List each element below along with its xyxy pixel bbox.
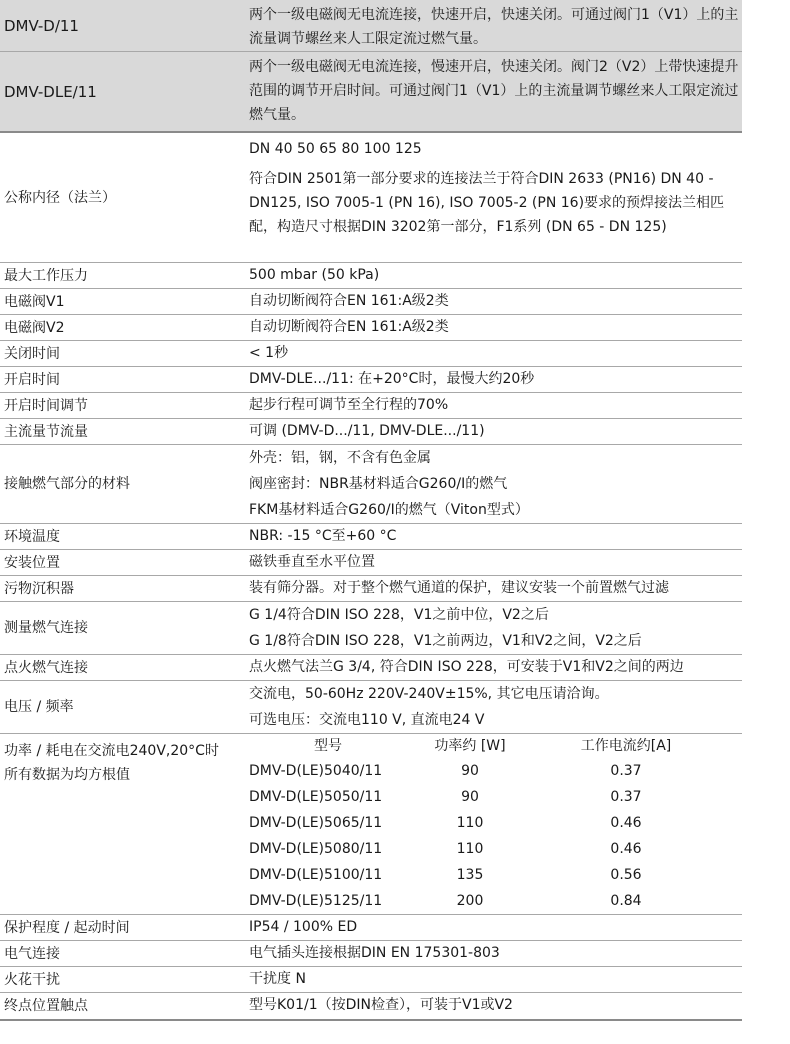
row-close-time — [0, 341, 742, 367]
row-max-pressure — [0, 263, 742, 289]
row-label: 关闭时间 — [4, 345, 60, 362]
row-value-block — [237, 445, 742, 523]
row-voltage-frequency — [0, 681, 742, 734]
column-header-power: 功率约 [W] — [434, 738, 506, 754]
row-label: 点火燃气连接 — [4, 659, 88, 676]
row-solenoid-v2 — [0, 315, 742, 341]
row-value: 电气插头连接根据DIN EN 175301-803 — [249, 945, 500, 961]
row-value: 自动切断阀符合EN 161:A级2类 — [249, 319, 449, 335]
power-cell: 110 — [456, 815, 484, 831]
row-label: 环境温度 — [4, 528, 60, 545]
table-row — [249, 784, 719, 810]
row-dmv-dle — [0, 52, 742, 133]
row-label: 终点位置触点 — [4, 998, 88, 1014]
row-value-block — [237, 133, 742, 262]
row-spark-interference — [0, 967, 742, 993]
column-header-model: 型号 — [314, 738, 342, 754]
row-label: 安装位置 — [4, 554, 60, 571]
row-label: 主流量节流量 — [4, 423, 88, 440]
material-line: 外壳：铝，钢，不含有色金属 — [249, 450, 431, 466]
power-cell: 90 — [461, 789, 479, 805]
row-value: 两个一级电磁阀无电流连接，快速开启，快速关闭。可通过阀门1（V1）上的主流量调节螺丝来人工限定流过燃气量。 — [249, 7, 739, 47]
row-nominal-diameter — [0, 133, 742, 263]
current-cell: 0.56 — [610, 867, 642, 883]
model-cell: DMV-D(LE)5040/11 — [249, 763, 383, 779]
power-cell: 135 — [456, 867, 484, 883]
power-table — [249, 734, 719, 914]
power-label: 功率 / 耗电在交流电240V,20°C时 — [4, 743, 219, 759]
row-label: 开启时间 — [4, 371, 60, 388]
row-open-time-adjust — [0, 393, 742, 419]
row-main-flow — [0, 419, 742, 445]
power-label-block — [0, 734, 237, 914]
material-line: FKM基材料适合G260/I的燃气（Viton型式） — [249, 502, 529, 518]
current-cell: 0.46 — [610, 841, 642, 857]
row-ignition-connection — [0, 655, 742, 681]
model-cell: DMV-D(LE)5125/11 — [249, 893, 383, 909]
row-label: 最大工作压力 — [4, 267, 88, 284]
row-label: 电磁阀V1 — [4, 293, 65, 310]
table-row — [249, 862, 719, 888]
row-label: 电压 / 频率 — [4, 699, 74, 715]
row-label: 保护程度 / 起动时间 — [4, 919, 130, 936]
row-install-position — [0, 550, 742, 576]
row-open-time — [0, 367, 742, 393]
row-value: 干扰度 N — [249, 971, 306, 987]
power-cell: 200 — [456, 893, 484, 909]
table-row — [249, 888, 719, 914]
row-dmv-d — [0, 0, 742, 52]
row-label: 测量燃气连接 — [4, 620, 88, 636]
row-label: DMV-D/11 — [4, 16, 79, 35]
current-cell: 0.37 — [610, 763, 642, 779]
row-label: 电气连接 — [4, 945, 60, 962]
row-label: 电磁阀V2 — [4, 319, 65, 336]
power-table-cell — [237, 734, 742, 914]
row-value: 可调 (DMV-D.../11, DMV-DLE.../11) — [249, 423, 485, 439]
row-power-consumption — [0, 734, 742, 915]
row-materials — [0, 445, 742, 524]
row-value: 自动切断阀符合EN 161:A级2类 — [249, 293, 449, 309]
model-cell: DMV-D(LE)5050/11 — [249, 789, 383, 805]
column-header-current: 工作电流约[A] — [580, 738, 672, 754]
row-end-position-contact — [0, 993, 742, 1021]
row-protection — [0, 915, 742, 941]
flange-standard-text: 符合DIN 2501第一部分要求的连接法兰于符合DIN 2633 (PN16) DN 40 - DN125, ISO 7005-1 (PN 16), ISO 7005-2 (PN 16)要求的预焊接法兰相匹配，构造尺寸根据DIN 3202第一部分，F1系列 (DN 65 - DN 125) — [249, 171, 725, 235]
voltage-line: 可选电压：交流电110 V, 直流电24 V — [249, 712, 485, 728]
power-table-header — [249, 734, 719, 758]
row-value: < 1秒 — [249, 345, 289, 361]
row-label: 接触燃气部分的材料 — [4, 476, 130, 492]
row-ambient-temperature — [0, 524, 742, 550]
row-solenoid-v1 — [0, 289, 742, 315]
row-value: IP54 / 100% ED — [249, 919, 358, 935]
measure-line: G 1/4符合DIN ISO 228，V1之前中位，V2之后 — [249, 607, 549, 623]
row-value: DMV-DLE.../11: 在+20°C时，最慢大约20秒 — [249, 371, 535, 387]
dn-sizes: DN 40 50 65 80 100 125 — [249, 141, 422, 157]
row-value: 装有筛分器。对于整个燃气通道的保护，建议安装一个前置燃气过滤 — [249, 580, 669, 596]
row-value: 两个一级电磁阀无电流连接，慢速开启，快速关闭。阀门2（V2）上带快速提升范围的调节开启时间。可通过阀门1（V1）上的主流量调节螺丝来人工限定流过燃气量。 — [249, 59, 739, 123]
model-cell: DMV-D(LE)5100/11 — [249, 867, 383, 883]
power-cell: 110 — [456, 841, 484, 857]
row-label: 开启时间调节 — [4, 397, 88, 414]
row-value: 点火燃气法兰G 3/4, 符合DIN ISO 228，可安装于V1和V2之间的两边 — [249, 659, 684, 675]
power-cell: 90 — [461, 763, 479, 779]
voltage-line: 交流电，50-60Hz 220V-240V±15%, 其它电压请洽询。 — [249, 686, 609, 702]
power-note: 所有数据为均方根值 — [4, 767, 130, 783]
measure-line: G 1/8符合DIN ISO 228，V1之前两边，V1和V2之间，V2之后 — [249, 633, 642, 649]
row-value: NBR: -15 °C至+60 °C — [249, 528, 397, 544]
row-label: 火花干扰 — [4, 971, 60, 988]
current-cell: 0.84 — [610, 893, 642, 909]
material-line: 阀座密封：NBR基材料适合G260/I的燃气 — [249, 476, 508, 492]
row-value: 磁铁垂直至水平位置 — [249, 554, 375, 570]
row-label: 公称内径（法兰） — [4, 189, 116, 206]
model-cell: DMV-D(LE)5065/11 — [249, 815, 383, 831]
row-value-block — [237, 681, 742, 733]
current-cell: 0.37 — [610, 789, 642, 805]
row-measure-connection — [0, 602, 742, 655]
row-label: 污物沉积器 — [4, 580, 74, 597]
row-value-block — [237, 602, 742, 654]
row-dirt-trap — [0, 576, 742, 602]
row-value: 型号K01/1（按DIN检查），可装于V1或V2 — [249, 997, 513, 1013]
table-row — [249, 810, 719, 836]
model-cell: DMV-D(LE)5080/11 — [249, 841, 383, 857]
row-value: 起步行程可调节至全行程的70% — [249, 397, 449, 413]
row-value: 500 mbar (50 kPa) — [249, 267, 380, 283]
table-row — [249, 758, 719, 784]
row-label: DMV-DLE/11 — [4, 82, 97, 101]
table-row — [249, 836, 719, 862]
row-electrical-connection — [0, 941, 742, 967]
current-cell: 0.46 — [610, 815, 642, 831]
